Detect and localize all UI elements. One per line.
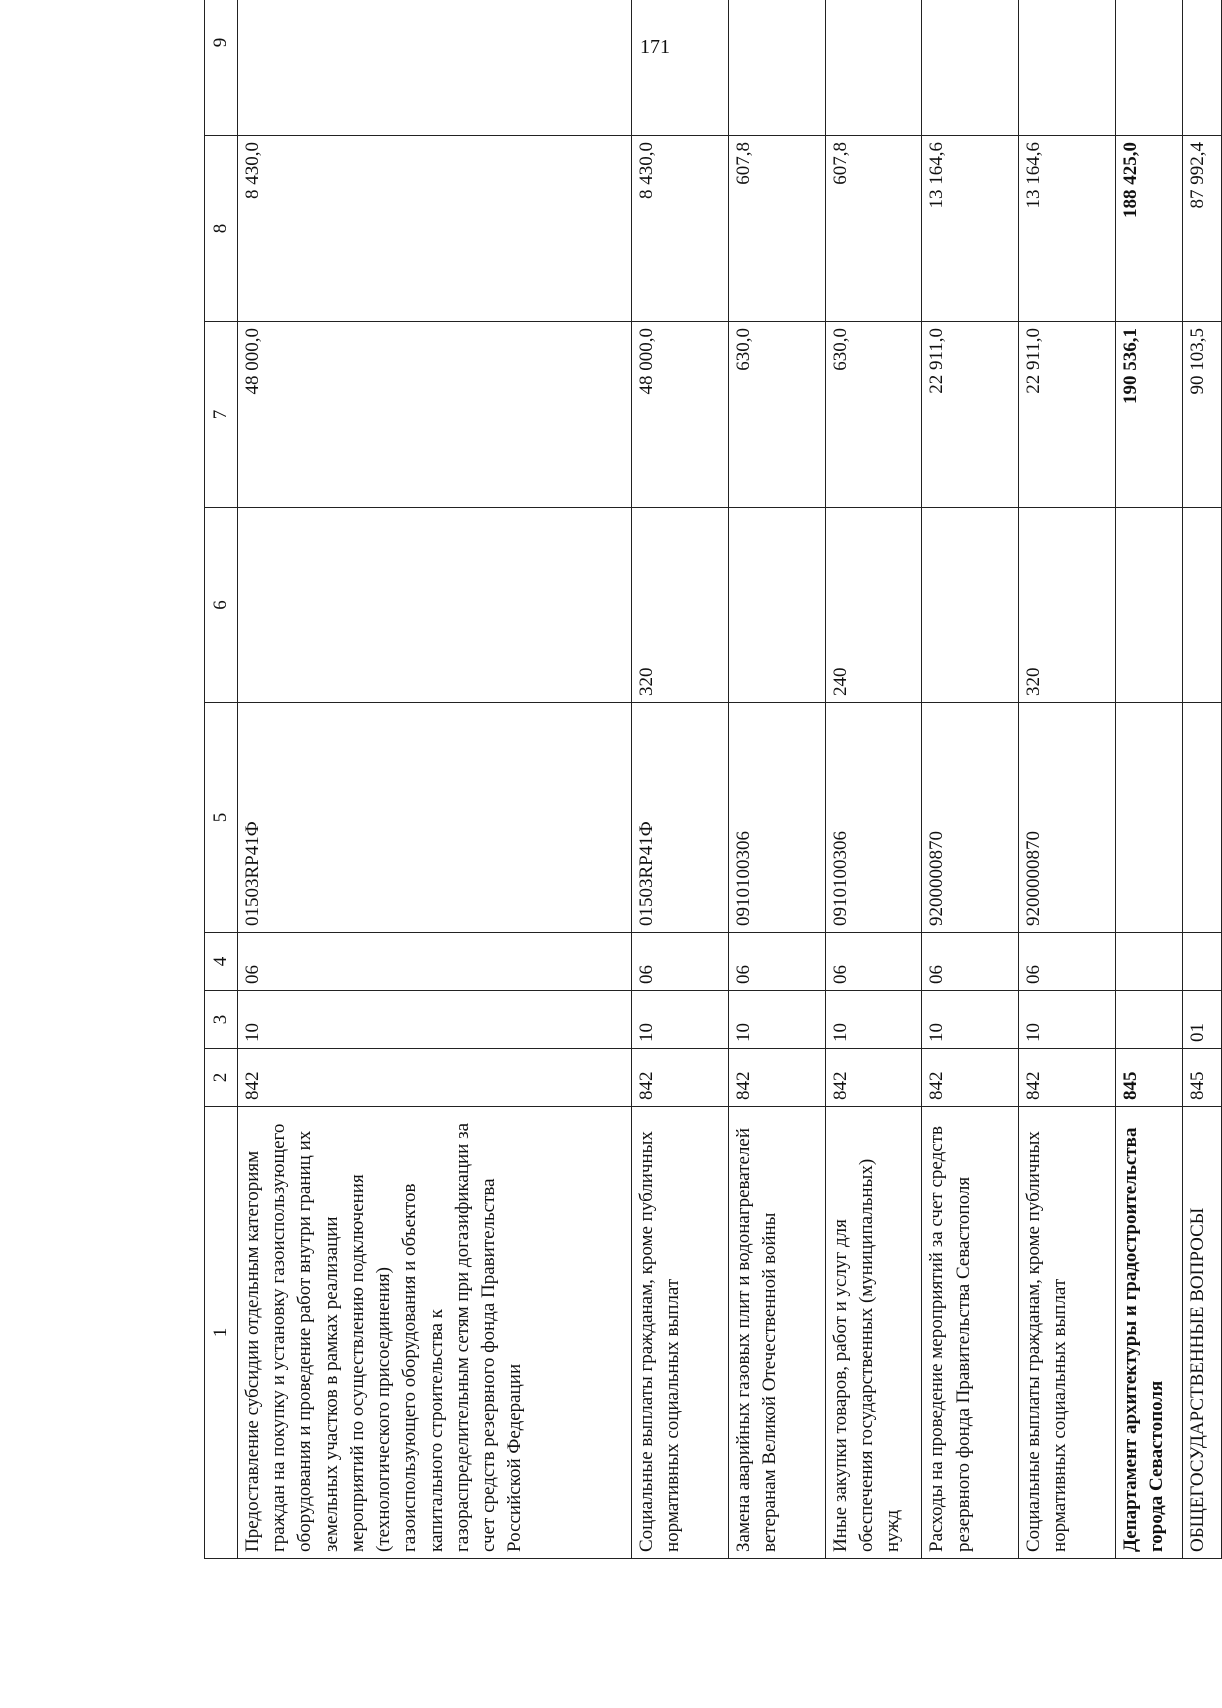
code-cell: 01503RP41Ф [632,703,729,933]
value-cell: 22 911,0 [922,322,1019,508]
code-cell: 240 [825,508,922,703]
code-cell [1115,508,1182,703]
column-header: 9 [205,0,238,136]
row-name-cell: Замена аварийных газовых плит и водонагревателей ветеранам Великой Отечественной войны [728,1107,825,1559]
value-cell: 630,0 [728,322,825,508]
column-header: 6 [205,508,238,703]
value-cell: 607,8 [825,136,922,322]
code-cell: 10 [922,991,1019,1049]
column-header: 8 [205,136,238,322]
value-cell [632,0,729,136]
code-cell [238,508,632,703]
row-name-cell: Социальные выплаты гражданам, кроме публичных нормативных социальных выплат [632,1107,729,1559]
code-cell: 10 [728,991,825,1049]
page-number: 171 [640,36,670,58]
code-cell: 06 [632,933,729,991]
row-name-cell: ОБЩЕГОСУДАРСТВЕННЫЕ ВОПРОСЫ [1182,1107,1221,1559]
value-cell [922,0,1019,136]
value-cell: 8 430,0 [632,136,729,322]
table-row [825,0,922,1559]
table-row [922,0,1019,1559]
code-cell: 320 [632,508,729,703]
code-cell [728,508,825,703]
column-header: 2 [205,1049,238,1107]
code-cell: 842 [728,1049,825,1107]
code-cell: 842 [825,1049,922,1107]
table-row [728,0,825,1559]
code-cell: 01 [1182,991,1221,1049]
value-cell: 607,8 [728,136,825,322]
value-cell: 48 000,0 [238,322,632,508]
table-row [238,0,632,1559]
code-cell: 06 [238,933,632,991]
value-cell [1115,0,1182,136]
value-cell [238,0,632,136]
code-cell [922,508,1019,703]
code-cell: 10 [632,991,729,1049]
value-cell: 188 425,0 [1115,136,1182,322]
value-cell: 8 430,0 [238,136,632,322]
value-cell [728,0,825,136]
code-cell: 10 [1019,991,1116,1049]
code-cell [1182,508,1221,703]
code-cell: 06 [1019,933,1116,991]
code-cell [1182,933,1221,991]
budget-table [204,0,1222,1559]
code-cell: 845 [1115,1049,1182,1107]
code-cell: 842 [922,1049,1019,1107]
value-cell: 630,0 [825,322,922,508]
code-cell: 01503RP41Ф [238,703,632,933]
code-cell: 842 [1019,1049,1116,1107]
code-cell: 0910100306 [825,703,922,933]
code-cell: 06 [728,933,825,991]
table-row [1115,0,1182,1559]
code-cell [1182,703,1221,933]
row-name-cell: Расходы на проведение мероприятий за счет средств резервного фонда Правительства Севастополя [922,1107,1019,1559]
code-cell [1115,933,1182,991]
value-cell: 22 911,0 [1019,322,1116,508]
column-header: 5 [205,703,238,933]
row-name-cell: Иные закупки товаров, работ и услуг для обеспечения государственных (муниципальных) нужд [825,1107,922,1559]
code-cell: 06 [922,933,1019,991]
row-name-cell: Социальные выплаты гражданам, кроме публичных нормативных социальных выплат [1019,1107,1116,1559]
code-cell: 9200000870 [1019,703,1116,933]
value-cell [1019,0,1116,136]
value-cell: 190 536,1 [1115,322,1182,508]
code-cell: 06 [825,933,922,991]
code-cell [1115,703,1182,933]
value-cell: 13 164,6 [922,136,1019,322]
code-cell: 0910100306 [728,703,825,933]
column-header: 1 [205,1107,238,1559]
value-cell: 13 164,6 [1019,136,1116,322]
code-cell [1115,991,1182,1049]
value-cell [1182,0,1221,136]
column-header: 4 [205,933,238,991]
code-cell: 320 [1019,508,1116,703]
table-row [632,0,729,1559]
code-cell: 10 [825,991,922,1049]
column-header: 3 [205,991,238,1049]
table-header-row [205,0,238,1559]
code-cell: 9200000870 [922,703,1019,933]
value-cell: 90 103,5 [1182,322,1221,508]
row-name-cell: Департамент архитектуры и градостроительства города Севастополя [1115,1107,1182,1559]
column-header: 7 [205,322,238,508]
value-cell: 87 992,4 [1182,136,1221,322]
row-name-cell: Предоставление субсидии отдельным категориям граждан на покупку и установку газоиспользующего оборудования и проведение работ внутри границ их земельных участков в рамках реализации мероприятий по осуществлению подключения (технологического присоединения) газоиспользующего оборудования и объектов капитального строительства к газораспределительным сетям при догазификации за счет средств резервного фонда Правительства Российской Федерации [238,1107,632,1559]
code-cell: 845 [1182,1049,1221,1107]
code-cell: 10 [238,991,632,1049]
value-cell: 48 000,0 [632,322,729,508]
code-cell: 842 [632,1049,729,1107]
table-row [1182,0,1221,1559]
code-cell: 842 [238,1049,632,1107]
table-row [1019,0,1116,1559]
value-cell [825,0,922,136]
